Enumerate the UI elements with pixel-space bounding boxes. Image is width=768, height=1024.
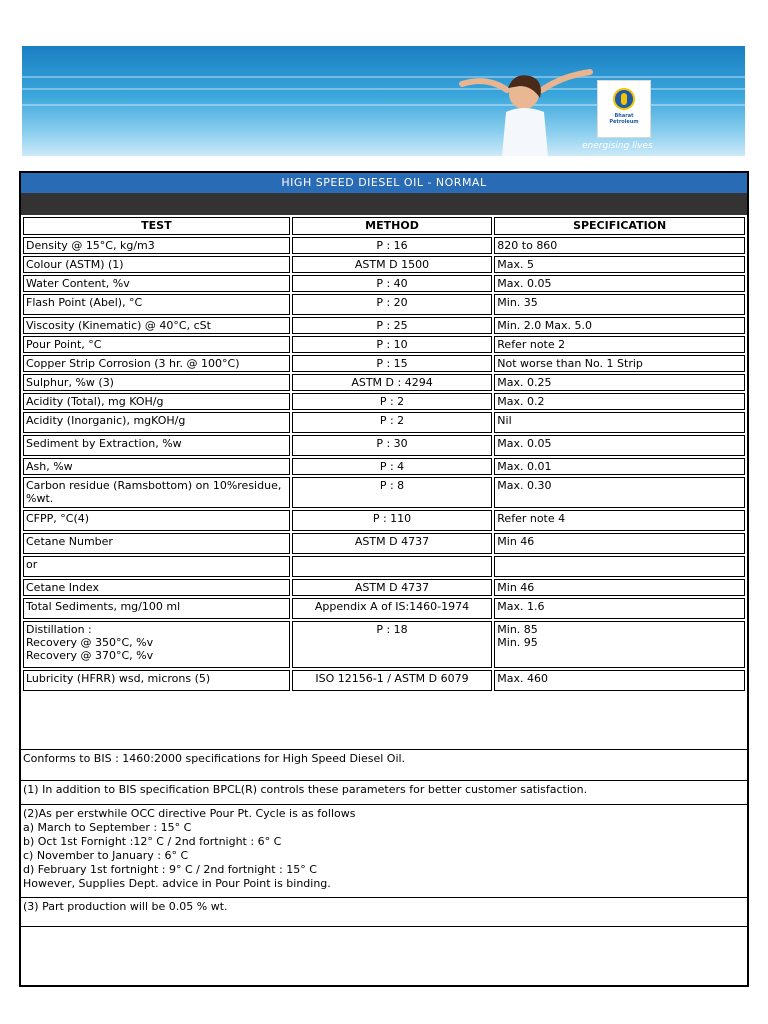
cell-specification: Max. 0.25 [494,374,745,391]
cell-specification: Nil [494,412,745,433]
cell-test: Cetane Number [23,533,290,554]
cell-test: Acidity (Total), mg KOH/g [23,393,290,410]
cell-method: Appendix A of IS:1460-1974 [292,598,493,619]
document-title: HIGH SPEED DIESEL OIL - NORMAL [21,173,747,193]
table-row [23,317,745,334]
cell-specification: Refer note 4 [494,510,745,531]
table-row [23,412,745,433]
cell-specification: Max. 1.6 [494,598,745,619]
girl-illustration [432,46,612,156]
table-row [23,336,745,353]
cell-test: Total Sediments, mg/100 ml [23,598,290,619]
note-2: (1) In addition to BIS specification BPCL(R) controls these parameters for better customer satisfaction. [21,780,747,804]
bpcl-logo: Bharat Petroleum [597,80,651,138]
cell-test: Water Content, %v [23,275,290,292]
cell-specification: Max. 0.05 [494,435,745,456]
cell-test: Carbon residue (Ramsbottom) on 10%residue, %wt. [23,477,290,508]
table-row [23,435,745,456]
cell-method: ASTM D 4737 [292,533,493,554]
cell-test: Ash, %w [23,458,290,475]
cell-test: Cetane Index [23,579,290,596]
cell-method: P : 2 [292,412,493,433]
cell-method: ASTM D : 4294 [292,374,493,391]
cell-test: Sulphur, %w (3) [23,374,290,391]
note-1: Conforms to BIS : 1460:2000 specifications for High Speed Diesel Oil. [21,749,747,780]
cell-test: Sediment by Extraction, %w [23,435,290,456]
header-banner [22,46,745,156]
cell-test: Copper Strip Corrosion (3 hr. @ 100°C) [23,355,290,372]
table-row [23,621,745,668]
cell-test: Flash Point (Abel), °C [23,294,290,315]
cell-method: P : 18 [292,621,493,668]
cell-specification: Not worse than No. 1 Strip [494,355,745,372]
cell-method: P : 40 [292,275,493,292]
table-row [23,237,745,254]
cell-test: Viscosity (Kinematic) @ 40°C, cSt [23,317,290,334]
table-row [23,579,745,596]
cell-specification: 820 to 860 [494,237,745,254]
cell-method: P : 110 [292,510,493,531]
table-row [23,374,745,391]
table-row [23,670,745,691]
cell-test: or [23,556,290,577]
cell-test: Distillation : Recovery @ 350°C, %v Recovery @ 370°C, %v [23,621,290,668]
table-row [23,275,745,292]
cell-method: ASTM D 4737 [292,579,493,596]
cell-specification: Max. 5 [494,256,745,273]
cell-method: P : 8 [292,477,493,508]
tagline: energising lives [582,141,653,151]
cell-specification: Min 46 [494,533,745,554]
table-row [23,533,745,554]
cell-test: Density @ 15°C, kg/m3 [23,237,290,254]
table-header-row [23,217,745,235]
col-header-specification: SPECIFICATION [494,217,745,235]
note-3: (2)As per erstwhile OCC directive Pour Pt. Cycle is as follows a) March to September : 15° C b) Oct 1st Fornight :12° C / 2nd fortnight : 6° C c) November to January : 6° C d) February 1st fortnight : 9° C / 2nd fortnight : 15° C However, Supplies Dept. advice in Pour Point is binding. [21,804,747,897]
cell-specification: Max. 460 [494,670,745,691]
cell-method: P : 4 [292,458,493,475]
cell-specification: Max. 0.01 [494,458,745,475]
cell-test: Colour (ASTM) (1) [23,256,290,273]
table-row [23,294,745,315]
col-header-method: METHOD [292,217,493,235]
note-4: (3) Part production will be 0.05 % wt. [21,897,747,926]
cell-test: Pour Point, °C [23,336,290,353]
cell-method: ASTM D 1500 [292,256,493,273]
cell-method: P : 2 [292,393,493,410]
cell-specification: Max. 0.2 [494,393,745,410]
cell-method: P : 20 [292,294,493,315]
spec-sheet [19,171,749,987]
cell-method: P : 10 [292,336,493,353]
cell-specification: Min 46 [494,579,745,596]
table-row [23,510,745,531]
cell-specification: Min. 85 Min. 95 [494,621,745,668]
cell-test: Acidity (Inorganic), mgKOH/g [23,412,290,433]
cell-method: P : 15 [292,355,493,372]
cell-specification: Min. 35 [494,294,745,315]
table-row [23,256,745,273]
cell-specification: Max. 0.30 [494,477,745,508]
cell-method: P : 30 [292,435,493,456]
table-row [23,598,745,619]
empty-note-area [21,926,747,985]
table-row [23,477,745,508]
table-row [23,393,745,410]
cell-test: CFPP, °C(4) [23,510,290,531]
cell-specification [494,556,745,577]
cell-specification: Min. 2.0 Max. 5.0 [494,317,745,334]
cell-method: ISO 12156-1 / ASTM D 6079 [292,670,493,691]
title-divider [21,193,747,215]
cell-method: P : 16 [292,237,493,254]
cell-method: P : 25 [292,317,493,334]
cell-method [292,556,493,577]
table-row [23,458,745,475]
cell-specification: Refer note 2 [494,336,745,353]
table-row [23,556,745,577]
cell-specification: Max. 0.05 [494,275,745,292]
cell-test: Lubricity (HFRR) wsd, microns (5) [23,670,290,691]
spec-table [21,215,747,693]
col-header-test: TEST [23,217,290,235]
table-row [23,355,745,372]
